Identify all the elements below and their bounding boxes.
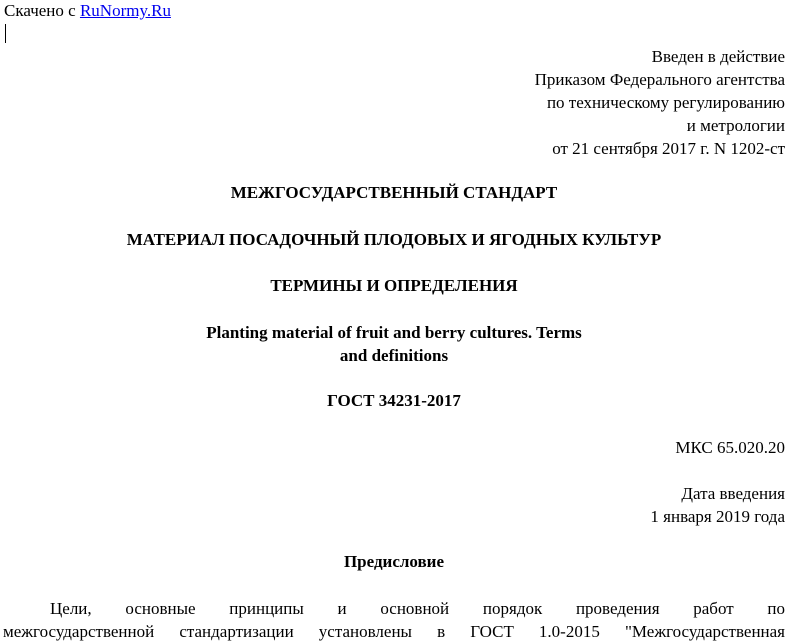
download-source-prefix: Скачено с xyxy=(4,1,80,20)
mks-code: МКС 65.020.20 xyxy=(675,438,785,457)
enactment-line: и метрологии xyxy=(686,116,785,135)
enactment-line: Приказом Федерального агентства xyxy=(534,70,785,89)
introduction-date-label: Дата введения xyxy=(681,484,785,503)
preface-paragraph-line: межгосударственной стандартизации установлены в ГОСТ 1.0-2015 "Межгосударственная xyxy=(3,622,785,641)
standard-title-en-line: Planting material of fruit and berry cultures. Terms xyxy=(206,323,582,342)
preface-heading: Предисловие xyxy=(343,552,445,571)
preface-paragraph xyxy=(3,597,785,643)
runormy-link[interactable]: RuNormy.Ru xyxy=(79,1,171,20)
enactment-line: по техническому регулированию xyxy=(546,93,785,112)
enactment-line: от 21 сентября 2017 г. N 1202-ст xyxy=(552,139,785,158)
preface-paragraph-line: Цели, основные принципы и основной порядок проведения работ по xyxy=(50,599,785,618)
introduction-date-block xyxy=(650,482,785,528)
standard-title-en xyxy=(0,321,788,367)
standard-title-ru: МАТЕРИАЛ ПОСАДОЧНЫЙ ПЛОДОВЫХ И ЯГОДНЫХ КУЛЬТУР xyxy=(126,230,662,249)
download-source xyxy=(4,0,171,22)
introduction-date-value: 1 января 2019 года xyxy=(650,507,785,526)
standard-code: ГОСТ 34231-2017 xyxy=(327,391,461,410)
enactment-line: Введен в действие xyxy=(651,47,785,66)
enactment-block xyxy=(535,45,785,160)
standard-type-heading: МЕЖГОСУДАРСТВЕННЫЙ СТАНДАРТ xyxy=(230,183,558,202)
standard-title-en-line: and definitions xyxy=(339,346,449,365)
standard-subtitle-ru: ТЕРМИНЫ И ОПРЕДЕЛЕНИЯ xyxy=(270,276,518,295)
text-cursor xyxy=(5,24,6,43)
